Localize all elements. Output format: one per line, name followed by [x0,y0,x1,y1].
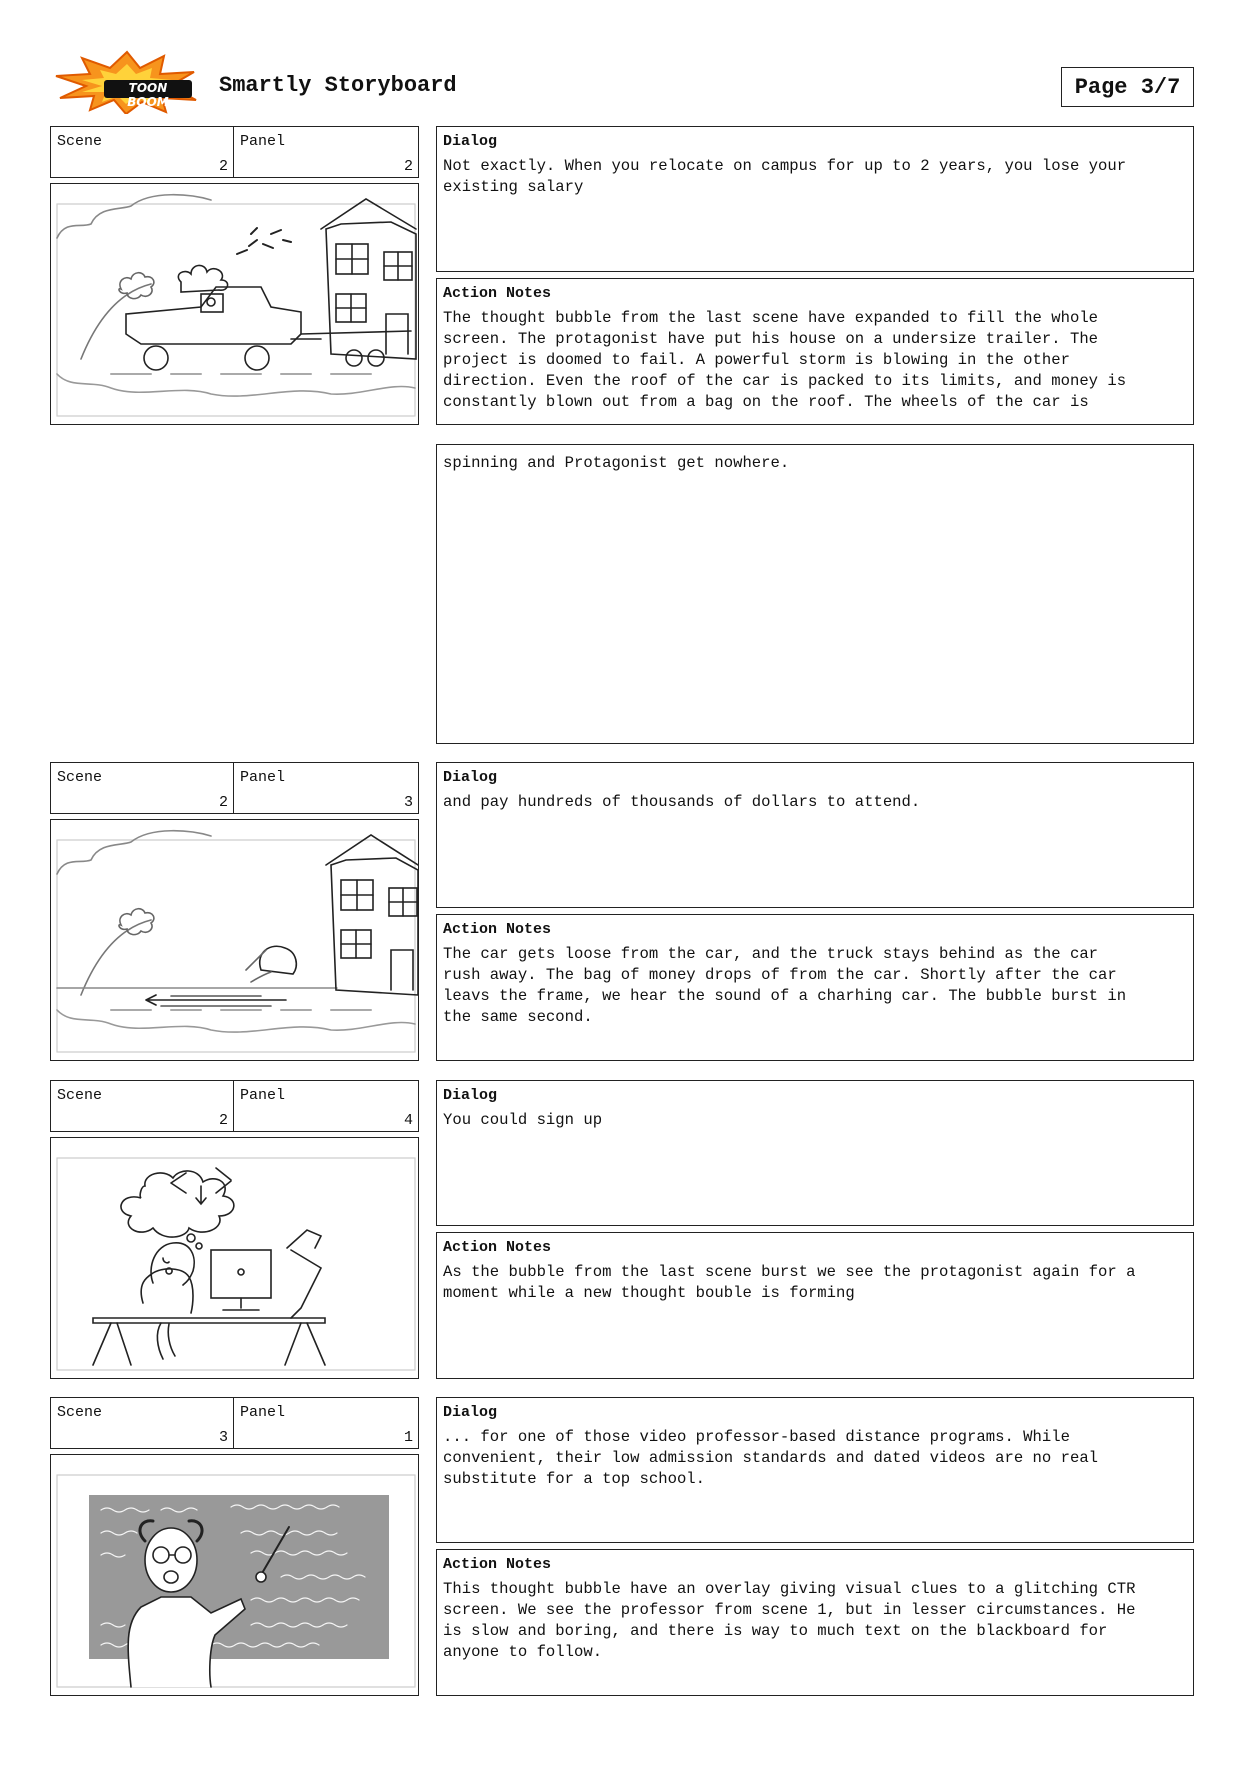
dialog-box [436,762,1194,908]
logo-text: TOON BOOM [127,81,169,109]
dialog-text: You could sign up [443,1111,603,1129]
action-notes-text: This thought bubble have an overlay giving visual clues to a glitching CTR screen. We see the professor from scene 1, but in lesser circumstances. He is slow and boring, and there is way to much text on the blackboard for anyone to follow. [443,1580,1136,1661]
panel-image [50,819,419,1061]
panel-image [50,1137,419,1379]
dialog-text: Not exactly. When you relocate on campus for up to 2 years, you lose your existing salary [443,157,1127,196]
panel-cell [233,1397,419,1449]
action-notes-box [436,1549,1194,1696]
dialog-text: and pay hundreds of thousands of dollars to attend. [443,793,921,811]
dialog-heading: Dialog [443,133,498,150]
scene-cell [50,1080,234,1132]
toonboom-logo [52,50,202,114]
scene-label: Scene [57,1087,103,1104]
scene-number: 2 [218,1112,228,1129]
scene-label: Scene [57,769,103,786]
panel-label: Panel [240,1404,286,1421]
page-number-box [1061,67,1194,107]
panel-label: Panel [240,769,286,786]
scene-label: Scene [57,133,103,150]
action-notes-text: The car gets loose from the car, and the truck stays behind as the car rush away. The bag of money drops of from the car. Shortly after the car leavs the frame, we hear the sound of a charhing car. The bubble burst in the same second. [443,945,1127,1026]
panel-cell [233,126,419,178]
panel-label: Panel [240,1087,286,1104]
scene-number: 2 [218,794,228,811]
continued-notes-text: spinning and Protagonist get nowhere. [443,454,790,472]
scene-label: Scene [57,1404,103,1421]
action-notes-box [436,914,1194,1061]
scene-number: 2 [218,158,228,175]
dialog-heading: Dialog [443,1404,498,1421]
action-notes-heading: Action Notes [443,285,552,302]
dialog-box [436,1397,1194,1543]
continued-notes-box [436,444,1194,744]
panel-number: 3 [403,794,413,811]
panel-number: 4 [403,1112,413,1129]
action-notes-heading: Action Notes [443,1239,552,1256]
dialog-heading: Dialog [443,769,498,786]
action-notes-text: The thought bubble from the last scene have expanded to fill the whole screen. The protagonist have put his house on a undersize trailer. The project is doomed to fail. A powerful storm is blowing in the other direction. Even the roof of the car is packed to its limits, and money is constantly blown out from a bag on the roof. The wheels of the car is [443,309,1127,411]
action-notes-text: As the bubble from the last scene burst we see the protagonist again for a moment while a new thought bouble is forming [443,1263,1136,1302]
panel-number: 2 [403,158,413,175]
action-notes-box [436,1232,1194,1379]
dialog-text: ... for one of those video professor-based distance programs. While convenient, their low admission standards and dated videos are no real substitute for a top school. [443,1428,1099,1488]
scene-cell [50,762,234,814]
scene-number: 3 [218,1429,228,1446]
dialog-heading: Dialog [443,1087,498,1104]
panel-number: 1 [403,1429,413,1446]
dialog-box [436,1080,1194,1226]
panel-image [50,1454,419,1696]
panel-cell [233,1080,419,1132]
action-notes-heading: Action Notes [443,921,552,938]
action-notes-heading: Action Notes [443,1556,552,1573]
panel-cell [233,762,419,814]
scene-cell [50,1397,234,1449]
page-number: Page 3/7 [1074,74,1181,100]
document-title: Smartly Storyboard [219,73,457,98]
panel-label: Panel [240,133,286,150]
action-notes-box [436,278,1194,425]
panel-image [50,183,419,425]
scene-cell [50,126,234,178]
dialog-box [436,126,1194,272]
